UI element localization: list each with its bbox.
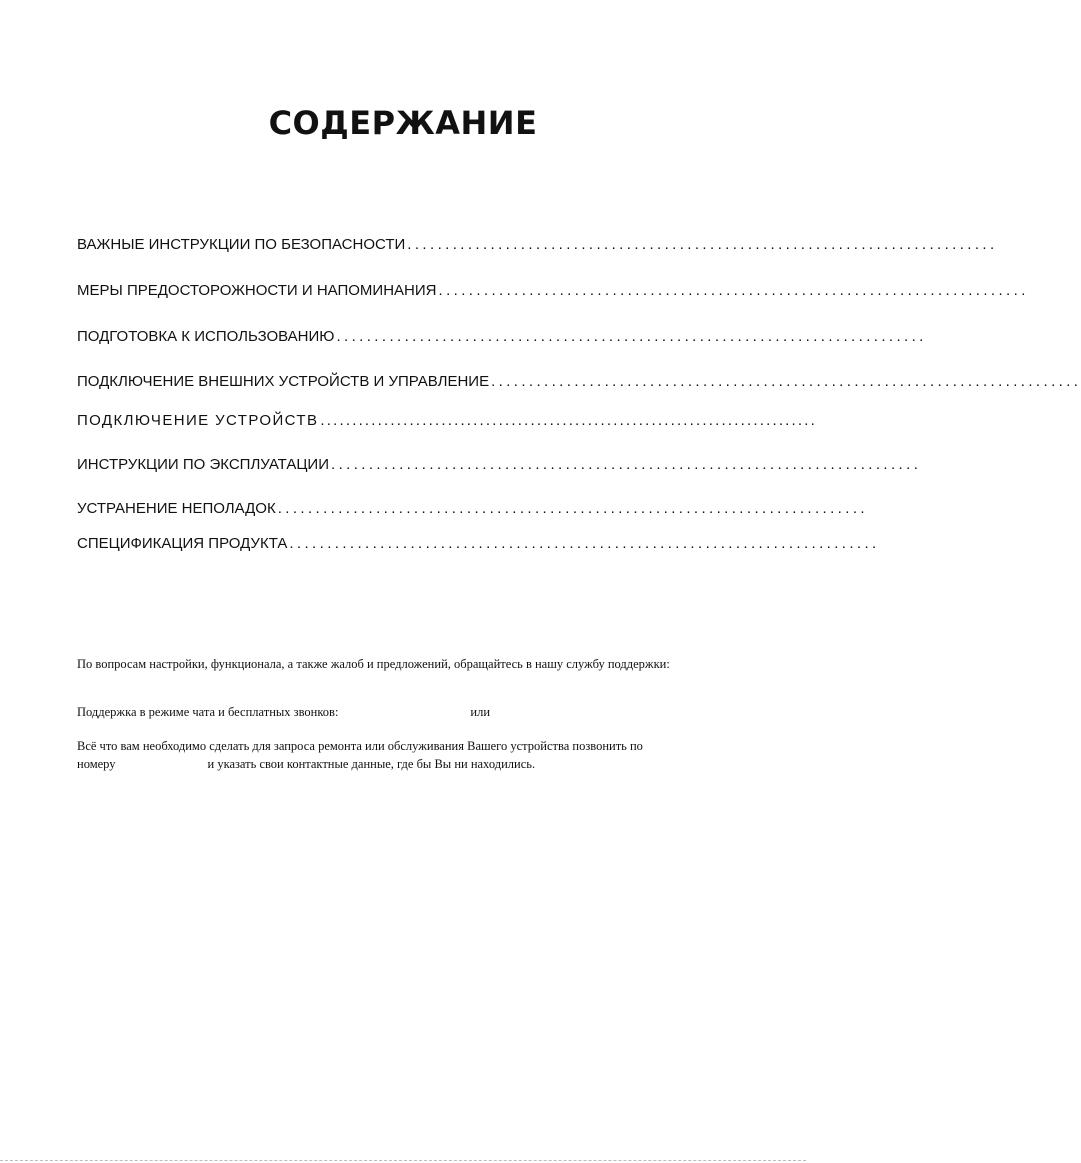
support-repair-line-2 bbox=[77, 755, 737, 773]
page-title: СОДЕРЖАНИЕ bbox=[268, 104, 538, 142]
support-intro: По вопросам настройки, функционала, а также жалоб и предложений, обращайтесь в нашу службу поддержки: bbox=[77, 657, 670, 671]
support-chat-line bbox=[77, 703, 737, 721]
toc-entry-label: УСТРАНЕНИЕ НЕПОЛАДОК bbox=[77, 500, 276, 517]
toc-entry bbox=[77, 412, 818, 434]
toc-entry bbox=[77, 236, 998, 258]
toc-leader-dots: .............................................................................. bbox=[491, 373, 1081, 390]
toc-leader-dots: .............................................................................. bbox=[277, 500, 868, 517]
toc-entry bbox=[77, 328, 927, 350]
toc-entry bbox=[77, 373, 1081, 395]
toc-entry-label: ВАЖНЫЕ ИНСТРУКЦИИ ПО БЕЗОПАСНОСТИ bbox=[77, 236, 406, 253]
page-edge-divider bbox=[0, 1160, 806, 1161]
support-repair-paragraph bbox=[77, 737, 737, 773]
toc-entry bbox=[77, 500, 868, 522]
toc-leader-dots: .............................................................................. bbox=[407, 236, 998, 253]
toc-leader-dots: .............................................................................. bbox=[438, 282, 1029, 299]
toc-entry bbox=[77, 535, 880, 557]
support-chat-label: Поддержка в режиме чата и бесплатных звонков: bbox=[77, 705, 339, 719]
support-repair-line-2-rest: и указать свои контактные данные, где бы Вы ни находились. bbox=[207, 757, 536, 771]
toc-entry-label: СПЕЦИФИКАЦИЯ ПРОДУКТА bbox=[77, 535, 288, 552]
toc-leader-dots: .............................................................................. bbox=[336, 328, 927, 345]
toc-leader-dots: .............................................................................. bbox=[289, 535, 880, 552]
support-repair-number-word: номеру bbox=[77, 757, 116, 771]
toc-leader-dots: .............................................................................. bbox=[320, 412, 818, 429]
support-or-word: или bbox=[470, 705, 491, 719]
toc-entry-label: ПОДКЛЮЧЕНИЕ ВНЕШНИХ УСТРОЙСТВ И УПРАВЛЕНИЕ bbox=[77, 373, 490, 390]
toc-entry-label: ИНСТРУКЦИИ ПО ЭКСПЛУАТАЦИИ bbox=[77, 456, 329, 473]
support-repair-line-1: Всё что вам необходимо сделать для запроса ремонта или обслуживания Вашего устройства позвонить по bbox=[77, 739, 643, 753]
toc-leader-dots: .............................................................................. bbox=[331, 456, 922, 473]
toc-entry bbox=[77, 282, 1029, 304]
toc-entry-label: ПОДКЛЮЧЕНИЕ УСТРОЙСТВ bbox=[77, 412, 319, 429]
toc-entry-label: ПОДГОТОВКА К ИСПОЛЬЗОВАНИЮ bbox=[77, 328, 335, 345]
toc-entry bbox=[77, 456, 922, 478]
toc-entry-label: МЕРЫ ПРЕДОСТОРОЖНОСТИ И НАПОМИНАНИЯ bbox=[77, 282, 437, 299]
